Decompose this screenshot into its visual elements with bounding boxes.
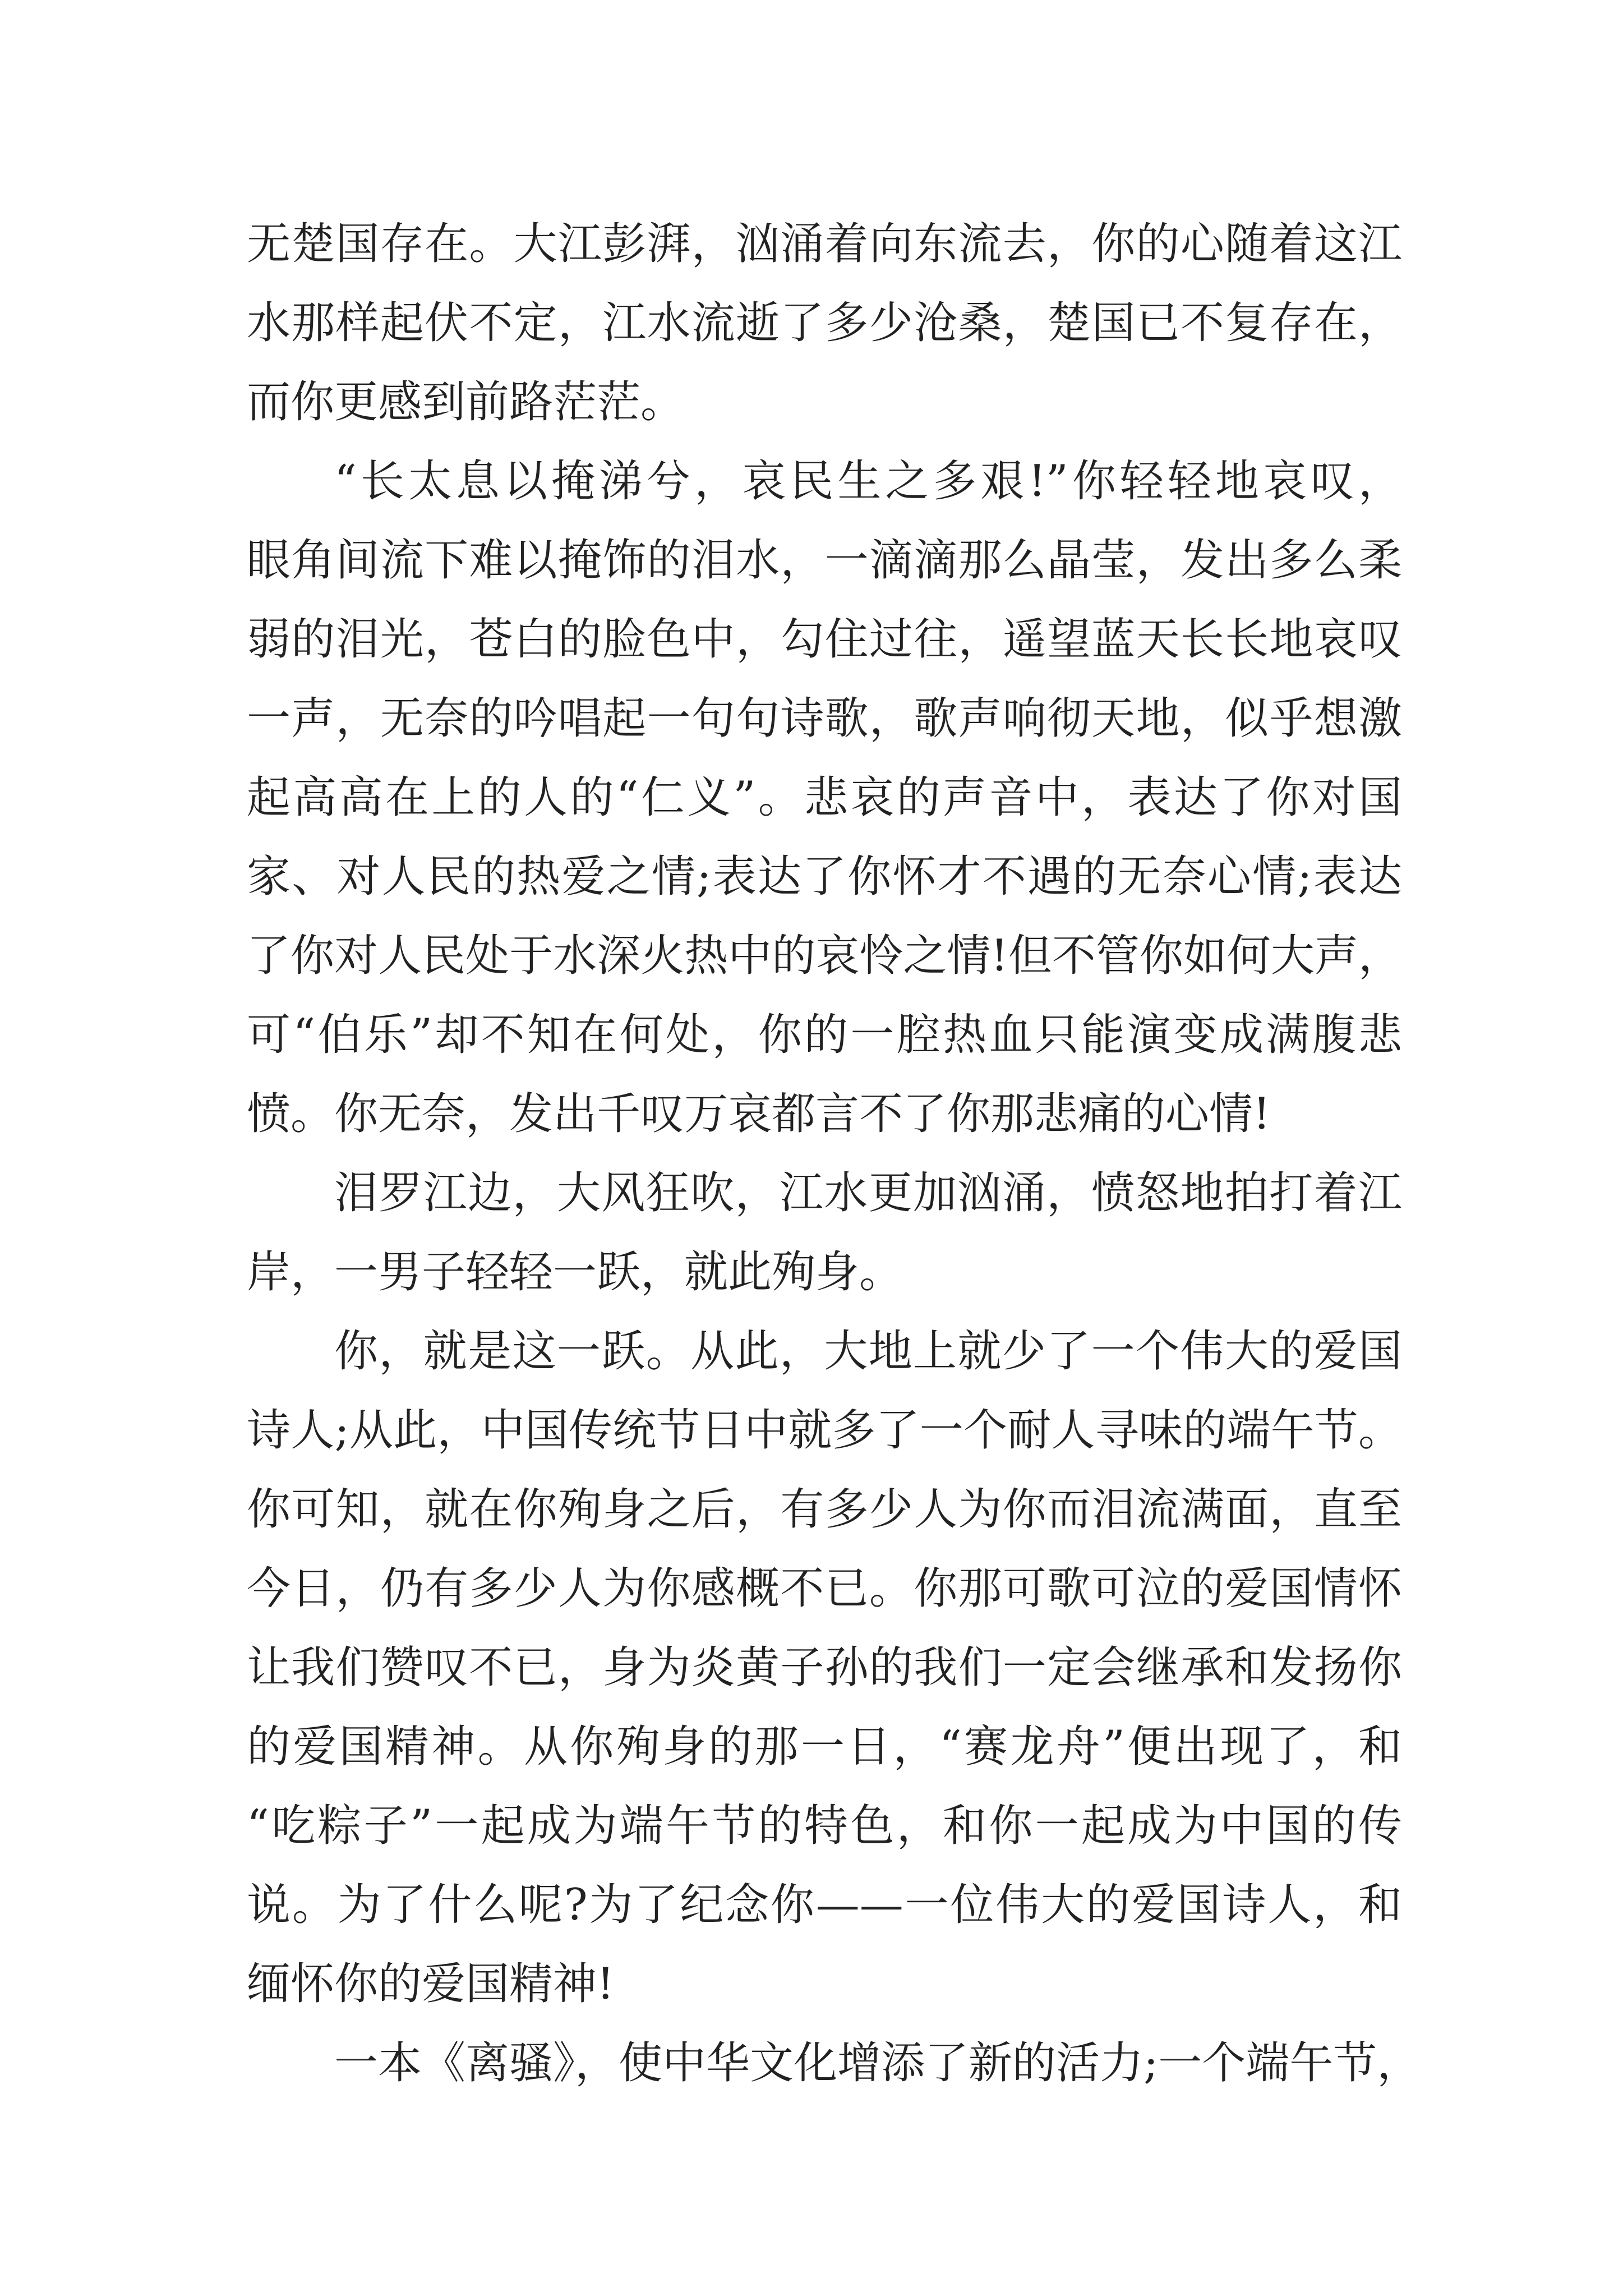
text-line: 水那样起伏不定，江水流逝了多少沧桑，楚国已不复存在， <box>247 298 1402 348</box>
text-line: 诗人;从此，中国传统节日中就多了一个耐人寻味的端午节。 <box>247 1405 1402 1456</box>
text-line: 缅怀你的爱国精神! <box>247 1959 615 2009</box>
text-line: 而你更感到前路茫茫。 <box>247 377 685 427</box>
text-line: 起高高在上的人的“仁义”。悲哀的声音中，表达了你对国 <box>247 772 1402 823</box>
text-line: 让我们赞叹不已，身为炎黄子孙的我们一定会继承和发扬你 <box>247 1642 1402 1693</box>
text-line: 眼角间流下难以掩饰的泪水，一滴滴那么晶莹，发出多么柔 <box>247 535 1402 586</box>
text-line: “长太息以掩涕兮，哀民生之多艰!”你轻轻地哀叹， <box>334 456 1402 507</box>
text-line: 弱的泪光，苍白的脸色中，勾住过往，遥望蓝天长长地哀叹 <box>247 614 1402 665</box>
text-line: 说。为了什么呢?为了纪念你——一位伟大的爱国诗人，和 <box>247 1880 1402 1930</box>
text-line: 了你对人民处于水深火热中的哀怜之情!但不管你如何大声， <box>247 931 1402 981</box>
essay-body <box>247 205 1421 2103</box>
text-line: “吃粽子”一起成为端午节的特色，和你一起成为中国的传 <box>247 1801 1402 1851</box>
text-line: 泪罗江边，大风狂吹，江水更加汹涌，愤怒地拍打着江 <box>334 1168 1402 1218</box>
text-line: 你，就是这一跃。从此，大地上就少了一个伟大的爱国 <box>334 1326 1402 1377</box>
text-line: 无楚国存在。大江彭湃，汹涌着向东流去，你的心随着这江 <box>247 219 1402 269</box>
text-line: 一本《离骚》，使中华文化增添了新的活力;一个端午节， <box>334 2038 1421 2088</box>
text-line: 愤。你无奈，发出千叹万哀都言不了你那悲痛的心情! <box>247 1089 1271 1139</box>
text-line: 今日，仍有多少人为你感概不已。你那可歌可泣的爱国情怀 <box>247 1563 1402 1614</box>
text-line: 的爱国精神。从你殉身的那一日，“赛龙舟”便出现了，和 <box>247 1722 1402 1772</box>
text-line: 可“伯乐”却不知在何处，你的一腔热血只能演变成满腹悲 <box>247 1010 1402 1060</box>
text-line: 你可知，就在你殉身之后，有多少人为你而泪流满面，直至 <box>247 1484 1402 1535</box>
text-line: 岸，一男子轻轻一跃，就此殉身。 <box>247 1247 903 1297</box>
text-line: 一声，无奈的吟唱起一句句诗歌，歌声响彻天地，似乎想激 <box>247 693 1402 744</box>
text-line: 家、对人民的热爱之情;表达了你怀才不遇的无奈心情;表达 <box>247 852 1402 902</box>
